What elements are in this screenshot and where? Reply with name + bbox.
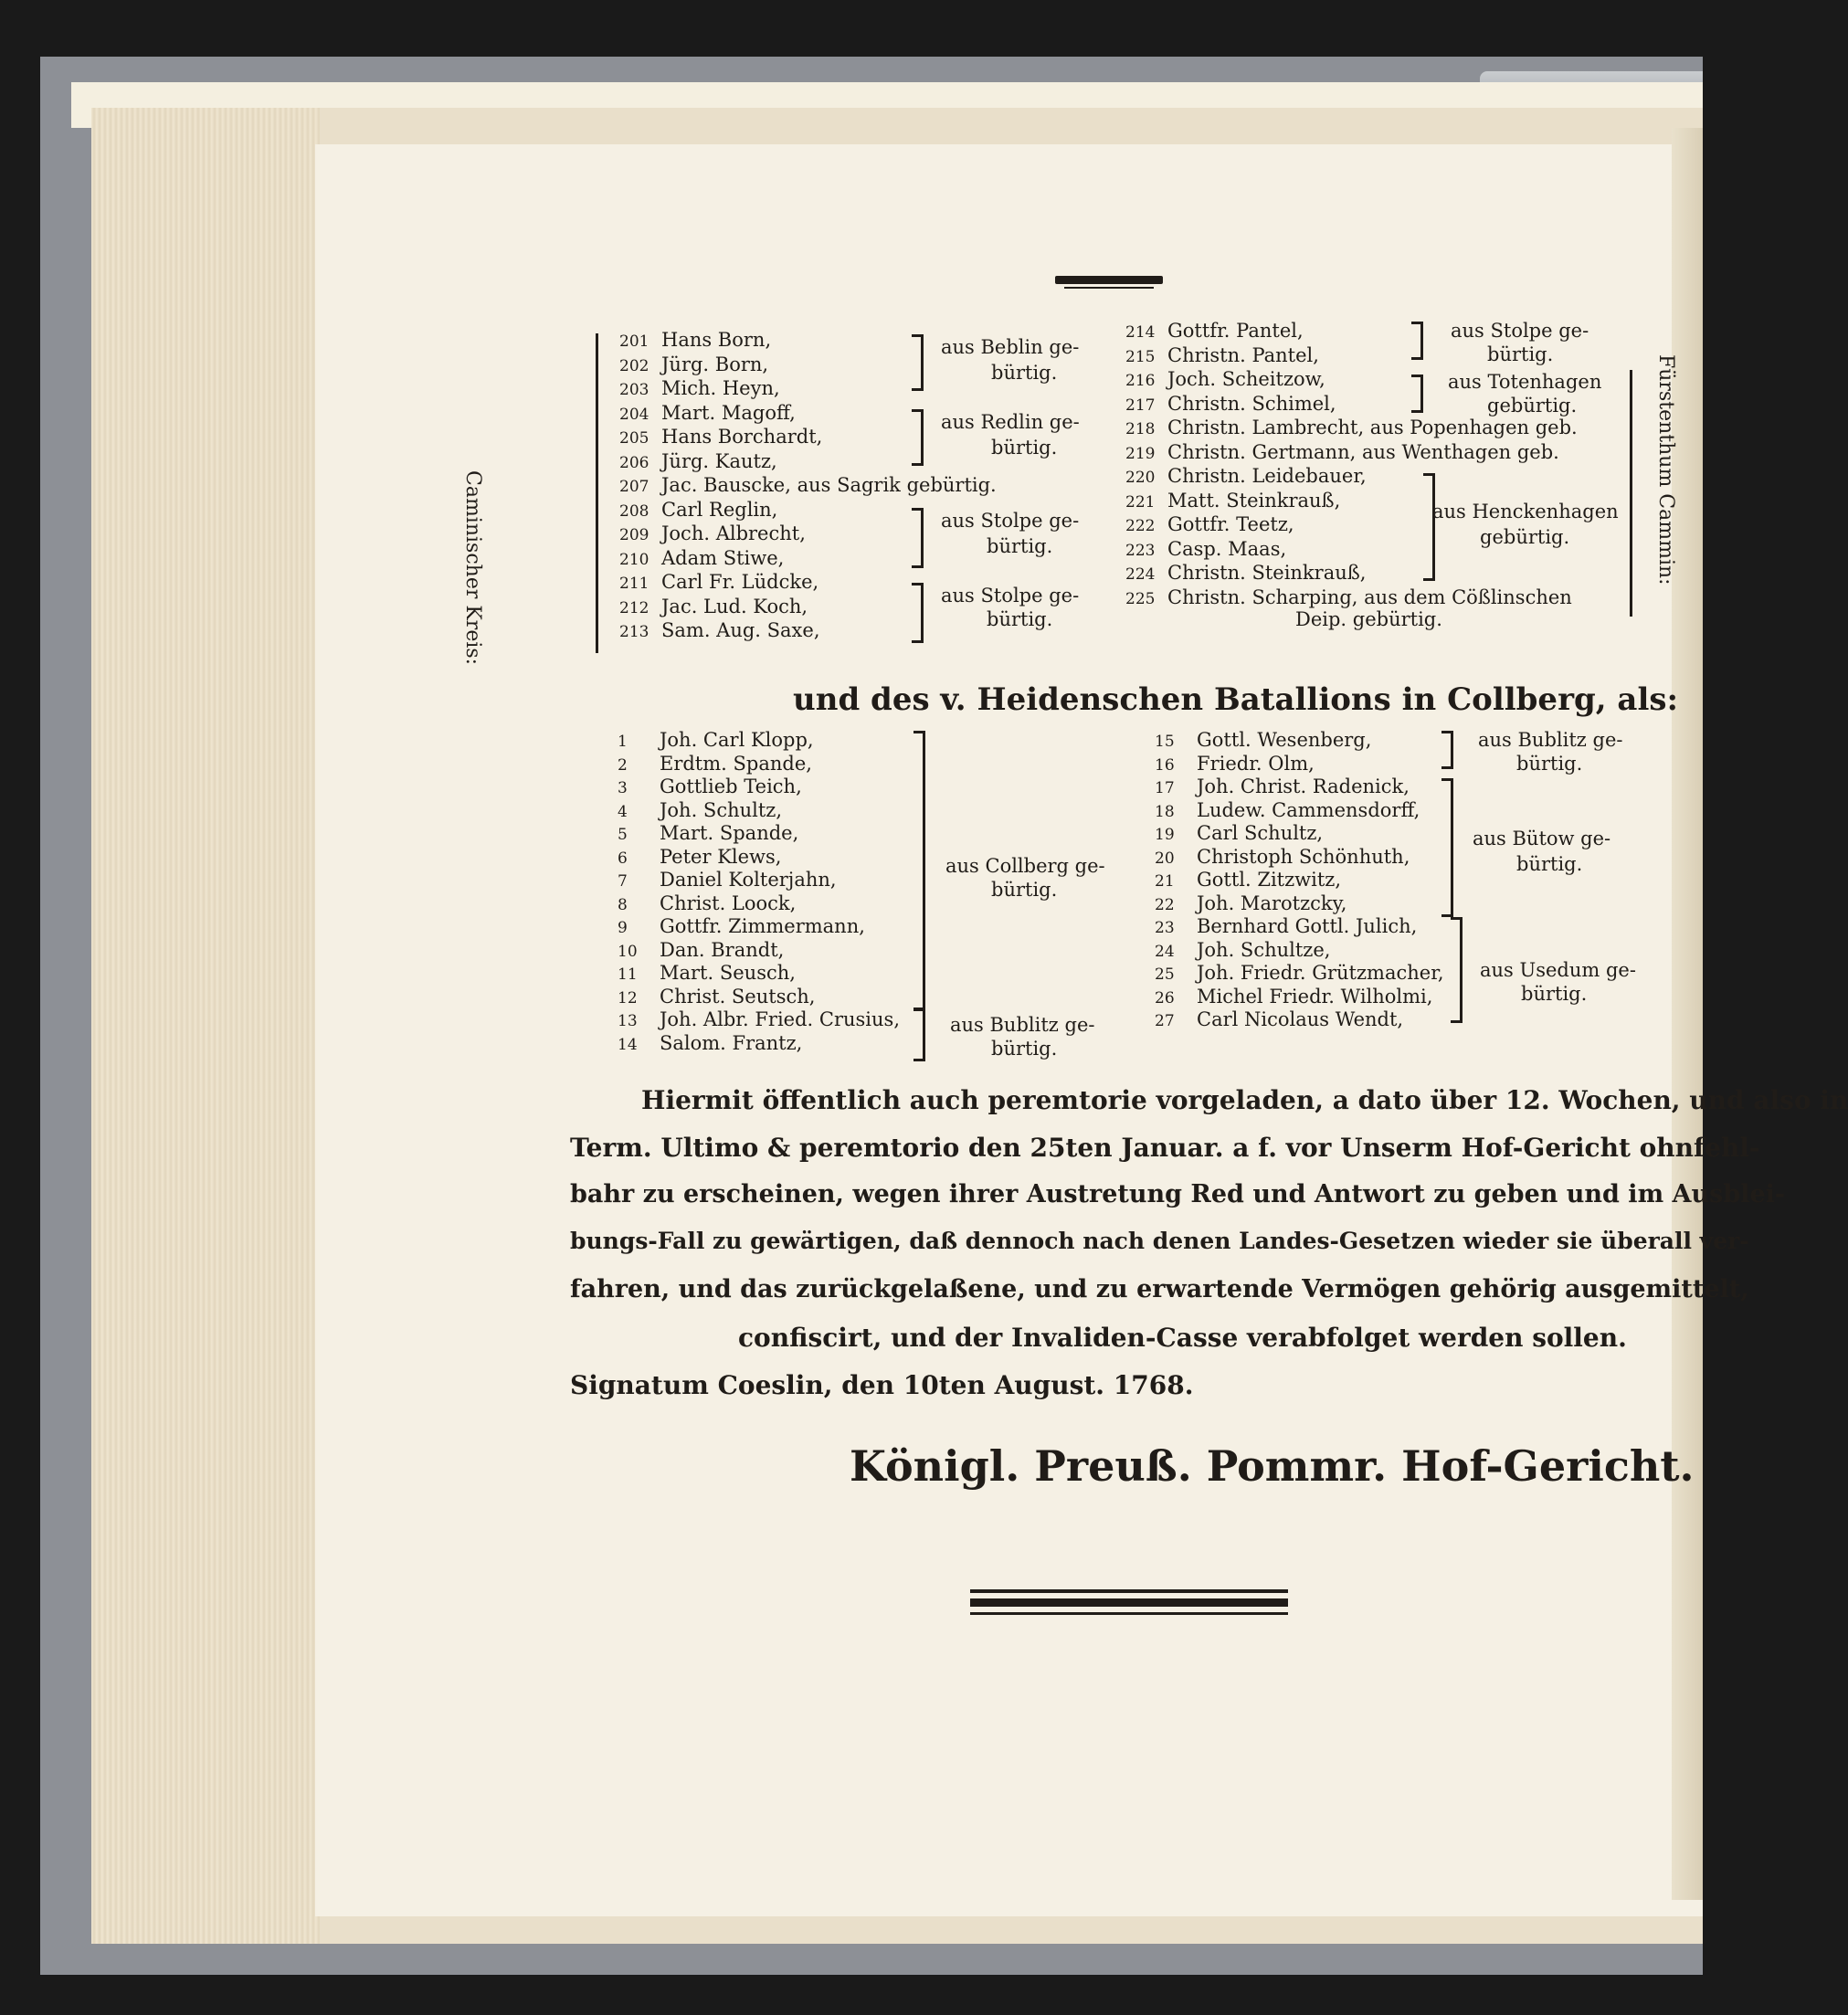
paragraph-line: bungs-Fall zu gewärtigen, daß dennoch nach denen Landes-Gesetzen wieder sie überall ver- bbox=[570, 1228, 1749, 1254]
list-item bbox=[619, 329, 771, 351]
list-item bbox=[618, 962, 796, 984]
list-item bbox=[618, 753, 812, 775]
bracket bbox=[913, 731, 925, 1010]
entry-name: Mart. Magoff, bbox=[661, 401, 796, 424]
entry-number: 19 bbox=[1155, 826, 1175, 844]
entry-name: Christoph Schönhuth, bbox=[1197, 845, 1410, 868]
list-item bbox=[1125, 562, 1366, 584]
entry-name: Dan. Brandt, bbox=[660, 938, 785, 961]
list-item bbox=[1125, 441, 1559, 463]
bracket bbox=[913, 1008, 925, 1061]
entry-name: Hans Born, bbox=[661, 329, 772, 351]
origin-note: aus Collberg ge- bbox=[945, 855, 1105, 877]
entry-number: 24 bbox=[1155, 942, 1175, 961]
entry-name: Michel Friedr. Wilholmi, bbox=[1197, 985, 1433, 1008]
entry-name: Christ. Seutsch, bbox=[660, 985, 816, 1008]
entry-name: Christn. Lambrecht, aus Popenhagen geb. bbox=[1167, 417, 1578, 438]
list-item bbox=[1155, 915, 1417, 937]
origin-note: bürtig. bbox=[991, 362, 1058, 384]
origin-note: aus Stolpe ge- bbox=[1451, 320, 1589, 342]
bracket bbox=[1451, 917, 1463, 1023]
list-item bbox=[1155, 753, 1315, 775]
paragraph-line: Hiermit öffentlich auch peremtorie vorgeladen, a dato über 12. Wochen, und also in bbox=[641, 1085, 1848, 1115]
entry-name: Christn. Scharping, aus dem Cößlinschen bbox=[1167, 586, 1572, 608]
origin-note: bürtig. bbox=[1516, 853, 1583, 875]
list-item bbox=[1155, 986, 1432, 1008]
paragraph-line: bahr zu erscheinen, wegen ihrer Austretung Red und Antwort zu geben und im Ausblei- bbox=[570, 1180, 1786, 1208]
entry-number: 216 bbox=[1125, 372, 1156, 390]
entry-number: 25 bbox=[1155, 965, 1175, 984]
entry-number: 208 bbox=[619, 501, 649, 521]
origin-note: bürtig. bbox=[1516, 753, 1583, 775]
left-side-label: Caminischer Kreis: bbox=[461, 470, 484, 666]
entry-number: 205 bbox=[619, 429, 649, 448]
entry-name: Mart. Seusch, bbox=[660, 962, 796, 984]
list-item bbox=[1155, 775, 1410, 797]
entry-name: Joh. Albr. Fried. Crusius, bbox=[660, 1008, 900, 1030]
right-side-rule bbox=[1630, 370, 1632, 617]
origin-note: aus Usedum ge- bbox=[1480, 959, 1636, 981]
entry-name: Joh. Schultz, bbox=[660, 798, 783, 821]
entry-name: Jac. Bauscke, aus Sagrik gebürtig. bbox=[661, 474, 997, 496]
origin-note: aus Bütow ge- bbox=[1473, 828, 1611, 849]
entry-name: Casp. Maas, bbox=[1167, 537, 1287, 560]
list-item bbox=[619, 450, 777, 472]
list-item bbox=[1125, 393, 1336, 415]
bracket bbox=[1441, 778, 1453, 917]
entry-name: Daniel Kolterjahn, bbox=[660, 869, 837, 891]
bracket bbox=[912, 583, 924, 643]
entry-number: 21 bbox=[1155, 872, 1175, 891]
entry-number: 3 bbox=[618, 779, 628, 797]
entry-number: 202 bbox=[619, 356, 649, 375]
entry-number: 201 bbox=[619, 332, 649, 351]
bracket bbox=[912, 409, 924, 466]
origin-note: aus Stolpe ge- bbox=[941, 585, 1080, 607]
entry-number: 12 bbox=[618, 988, 638, 1008]
list-item bbox=[1155, 729, 1371, 751]
list-item bbox=[618, 1008, 900, 1030]
list-item bbox=[1155, 1008, 1403, 1030]
entry-name: Peter Klews, bbox=[660, 845, 782, 868]
entry-number: 6 bbox=[618, 849, 628, 868]
entry-name: Matt. Steinkrauß, bbox=[1167, 489, 1341, 512]
entry-name: Jürg. Born, bbox=[661, 353, 769, 375]
entry-name: Christn. Pantel, bbox=[1167, 343, 1319, 366]
entry-number: 218 bbox=[1125, 420, 1156, 438]
origin-note: bürtig. bbox=[991, 879, 1058, 901]
right-side-label: Fürstenthum Cammin: bbox=[1654, 354, 1677, 586]
entry-name: Erdtm. Spande, bbox=[660, 752, 812, 775]
entry-number: 212 bbox=[619, 598, 649, 617]
entry-name: Mart. Spande, bbox=[660, 822, 799, 844]
entry-number: 206 bbox=[619, 453, 649, 472]
entry-number: 5 bbox=[618, 826, 628, 844]
list-item bbox=[1155, 822, 1323, 844]
entry-number: 16 bbox=[1155, 755, 1175, 775]
page-fore-edge bbox=[91, 108, 320, 1944]
bracket bbox=[1411, 322, 1423, 360]
entry-name: Gottfr. Pantel, bbox=[1167, 320, 1304, 342]
list-item bbox=[1125, 368, 1325, 390]
origin-note: bürtig. bbox=[991, 437, 1058, 459]
entry-name: Joh. Friedr. Grützmacher, bbox=[1197, 962, 1444, 984]
list-item bbox=[619, 571, 818, 593]
list-item bbox=[1125, 465, 1367, 487]
entry-name: Carl Schultz, bbox=[1197, 822, 1324, 844]
origin-note: bürtig. bbox=[1487, 343, 1554, 365]
list-item bbox=[1155, 869, 1341, 891]
list-item bbox=[619, 499, 777, 521]
signature-line: Signatum Coeslin, den 10ten August. 1768. bbox=[570, 1370, 1194, 1400]
list-item bbox=[618, 729, 814, 751]
list-item bbox=[1125, 320, 1304, 342]
entry-number: 203 bbox=[619, 381, 649, 399]
list-item bbox=[1155, 939, 1330, 961]
bracket bbox=[1423, 473, 1435, 581]
list-item bbox=[1155, 962, 1444, 984]
paragraph-line: Term. Ultimo & peremtorio den 25ten Januar. a f. vor Unserm Hof-Gericht ohnfehl- bbox=[570, 1133, 1760, 1163]
bracket bbox=[1411, 375, 1423, 413]
entry-name: Joch. Albrecht, bbox=[661, 522, 806, 544]
entry-number: 17 bbox=[1155, 779, 1175, 797]
entry-name: Carl Nicolaus Wendt, bbox=[1197, 1008, 1404, 1030]
entry-number: 22 bbox=[1155, 895, 1175, 914]
list-item bbox=[618, 1032, 802, 1054]
entry-number: 13 bbox=[618, 1012, 638, 1030]
origin-note: aus Stolpe ge- bbox=[941, 510, 1080, 532]
entry-number: 214 bbox=[1125, 323, 1156, 342]
entry-number: 18 bbox=[1155, 802, 1175, 821]
origin-note: aus Henckenhagen bbox=[1432, 501, 1619, 522]
list-item bbox=[1155, 799, 1420, 821]
list-item bbox=[619, 522, 806, 544]
entry-number: 26 bbox=[1155, 988, 1175, 1008]
list-item bbox=[1125, 586, 1572, 608]
list-item bbox=[1125, 538, 1286, 560]
origin-note: gebürtig. bbox=[1480, 526, 1570, 548]
bottom-rule bbox=[970, 1589, 1288, 1593]
origin-note: bürtig. bbox=[991, 1038, 1058, 1060]
entry-name: Friedr. Olm, bbox=[1197, 752, 1315, 775]
list-item bbox=[1125, 417, 1578, 438]
list-item bbox=[619, 402, 796, 424]
list-item bbox=[618, 846, 781, 868]
entry-number: 14 bbox=[618, 1035, 638, 1054]
entry-number: 11 bbox=[618, 965, 638, 984]
paragraph-line: fahren, und das zurückgelaßene, und zu erwartende Vermögen gehörig ausgemittelt, bbox=[570, 1275, 1749, 1303]
issuing-authority: Königl. Preuß. Pommr. Hof-Gericht. bbox=[850, 1441, 1695, 1491]
entry-name: Christn. Steinkrauß, bbox=[1167, 562, 1367, 584]
entry-number: 213 bbox=[619, 623, 649, 641]
entry-name: Sam. Aug. Saxe, bbox=[661, 619, 820, 641]
origin-note: aus Redlin ge- bbox=[941, 411, 1080, 433]
entry-name: Adam Stiwe, bbox=[661, 546, 785, 569]
entry-number: 10 bbox=[618, 942, 638, 961]
entry-name: Joh. Carl Klopp, bbox=[660, 729, 814, 751]
list-continuation: Deip. gebürtig. bbox=[1295, 608, 1442, 630]
list-item bbox=[1125, 490, 1340, 512]
entry-name: Christn. Leidebauer, bbox=[1167, 465, 1367, 487]
entry-name: Christn. Gertmann, aus Wenthagen geb. bbox=[1167, 440, 1559, 463]
list-item bbox=[618, 869, 837, 891]
entry-number: 7 bbox=[618, 872, 628, 891]
entry-name: Christ. Loock, bbox=[660, 891, 797, 914]
entry-number: 215 bbox=[1125, 347, 1156, 366]
entry-number: 217 bbox=[1125, 396, 1156, 415]
bottom-rule bbox=[970, 1598, 1288, 1607]
list-item bbox=[619, 596, 808, 617]
list-item bbox=[618, 799, 782, 821]
entry-number: 4 bbox=[618, 802, 628, 821]
entry-number: 220 bbox=[1125, 469, 1156, 487]
entry-name: Joch. Scheitzow, bbox=[1167, 368, 1325, 390]
origin-note: aus Bublitz ge- bbox=[950, 1014, 1095, 1036]
list-item bbox=[618, 775, 802, 797]
entry-name: Gottfr. Zimmermann, bbox=[660, 915, 865, 937]
entry-number: 9 bbox=[618, 919, 628, 937]
list-item bbox=[1125, 513, 1294, 535]
entry-name: Joh. Christ. Radenick, bbox=[1197, 775, 1410, 797]
entry-name: Hans Borchardt, bbox=[661, 426, 823, 448]
entry-number: 211 bbox=[619, 575, 649, 593]
entry-name: Joh. Schultze, bbox=[1197, 938, 1331, 961]
list-item bbox=[619, 619, 820, 641]
bottom-rule bbox=[970, 1612, 1288, 1615]
origin-note: bürtig. bbox=[987, 535, 1053, 557]
left-side-rule bbox=[596, 333, 598, 653]
entry-number: 20 bbox=[1155, 849, 1175, 868]
entry-name: Gottl. Wesenberg, bbox=[1197, 729, 1372, 751]
bracket bbox=[912, 334, 924, 391]
origin-note: gebürtig. bbox=[1487, 395, 1578, 417]
entry-name: Carl Fr. Lüdcke, bbox=[661, 571, 819, 593]
list-item bbox=[618, 915, 865, 937]
list-item bbox=[1125, 344, 1319, 366]
list-item bbox=[619, 474, 997, 496]
bracket bbox=[1441, 731, 1453, 769]
list-item bbox=[618, 822, 798, 844]
entry-number: 225 bbox=[1125, 589, 1156, 608]
entry-number: 209 bbox=[619, 526, 649, 544]
origin-note: bürtig. bbox=[987, 608, 1053, 630]
list-item bbox=[619, 426, 822, 448]
entry-number: 2 bbox=[618, 755, 628, 775]
section-heading: und des v. Heidenschen Batallions in Collberg, als: bbox=[793, 681, 1679, 718]
origin-note: bürtig. bbox=[1521, 983, 1588, 1005]
entry-number: 27 bbox=[1155, 1012, 1175, 1030]
list-item bbox=[618, 986, 815, 1008]
entry-number: 204 bbox=[619, 405, 649, 424]
origin-note: aus Totenhagen bbox=[1448, 371, 1602, 393]
entry-name: Bernhard Gottl. Julich, bbox=[1197, 915, 1418, 937]
list-item bbox=[619, 353, 768, 375]
entry-number: 224 bbox=[1125, 565, 1156, 584]
entry-number: 222 bbox=[1125, 517, 1156, 535]
list-item bbox=[618, 939, 784, 961]
origin-note: aus Beblin ge- bbox=[941, 336, 1080, 358]
entry-number: 23 bbox=[1155, 919, 1175, 937]
entry-name: Ludew. Cammensdorff, bbox=[1197, 798, 1420, 821]
top-ornament bbox=[1055, 276, 1163, 284]
entry-name: Carl Reglin, bbox=[661, 498, 778, 521]
bracket bbox=[912, 508, 924, 568]
entry-name: Salom. Frantz, bbox=[660, 1031, 803, 1054]
entry-number: 1 bbox=[618, 733, 628, 751]
entry-number: 8 bbox=[618, 895, 628, 914]
entry-name: Jac. Lud. Koch, bbox=[661, 595, 808, 617]
entry-number: 207 bbox=[619, 478, 649, 496]
list-item bbox=[1155, 892, 1346, 914]
entry-name: Gottl. Zitzwitz, bbox=[1197, 869, 1342, 891]
origin-note: aus Bublitz ge- bbox=[1478, 729, 1623, 751]
entry-number: 219 bbox=[1125, 444, 1156, 463]
entry-number: 210 bbox=[619, 550, 649, 569]
list-item bbox=[619, 547, 784, 569]
list-item bbox=[618, 892, 796, 914]
entry-name: Joh. Marotzcky, bbox=[1197, 891, 1347, 914]
entry-number: 15 bbox=[1155, 733, 1175, 751]
entry-number: 221 bbox=[1125, 492, 1156, 512]
entry-name: Christn. Schimel, bbox=[1167, 392, 1336, 415]
list-item bbox=[1155, 846, 1410, 868]
entry-name: Gottfr. Teetz, bbox=[1167, 513, 1294, 535]
paragraph-line: confiscirt, und der Invaliden-Casse verabfolget werden sollen. bbox=[738, 1323, 1627, 1353]
entry-name: Gottlieb Teich, bbox=[660, 775, 802, 797]
top-ornament-underline bbox=[1064, 287, 1154, 289]
entry-name: Mich. Heyn, bbox=[661, 377, 780, 399]
entry-name: Jürg. Kautz, bbox=[661, 449, 777, 472]
entry-number: 223 bbox=[1125, 541, 1156, 560]
list-item bbox=[619, 377, 780, 399]
